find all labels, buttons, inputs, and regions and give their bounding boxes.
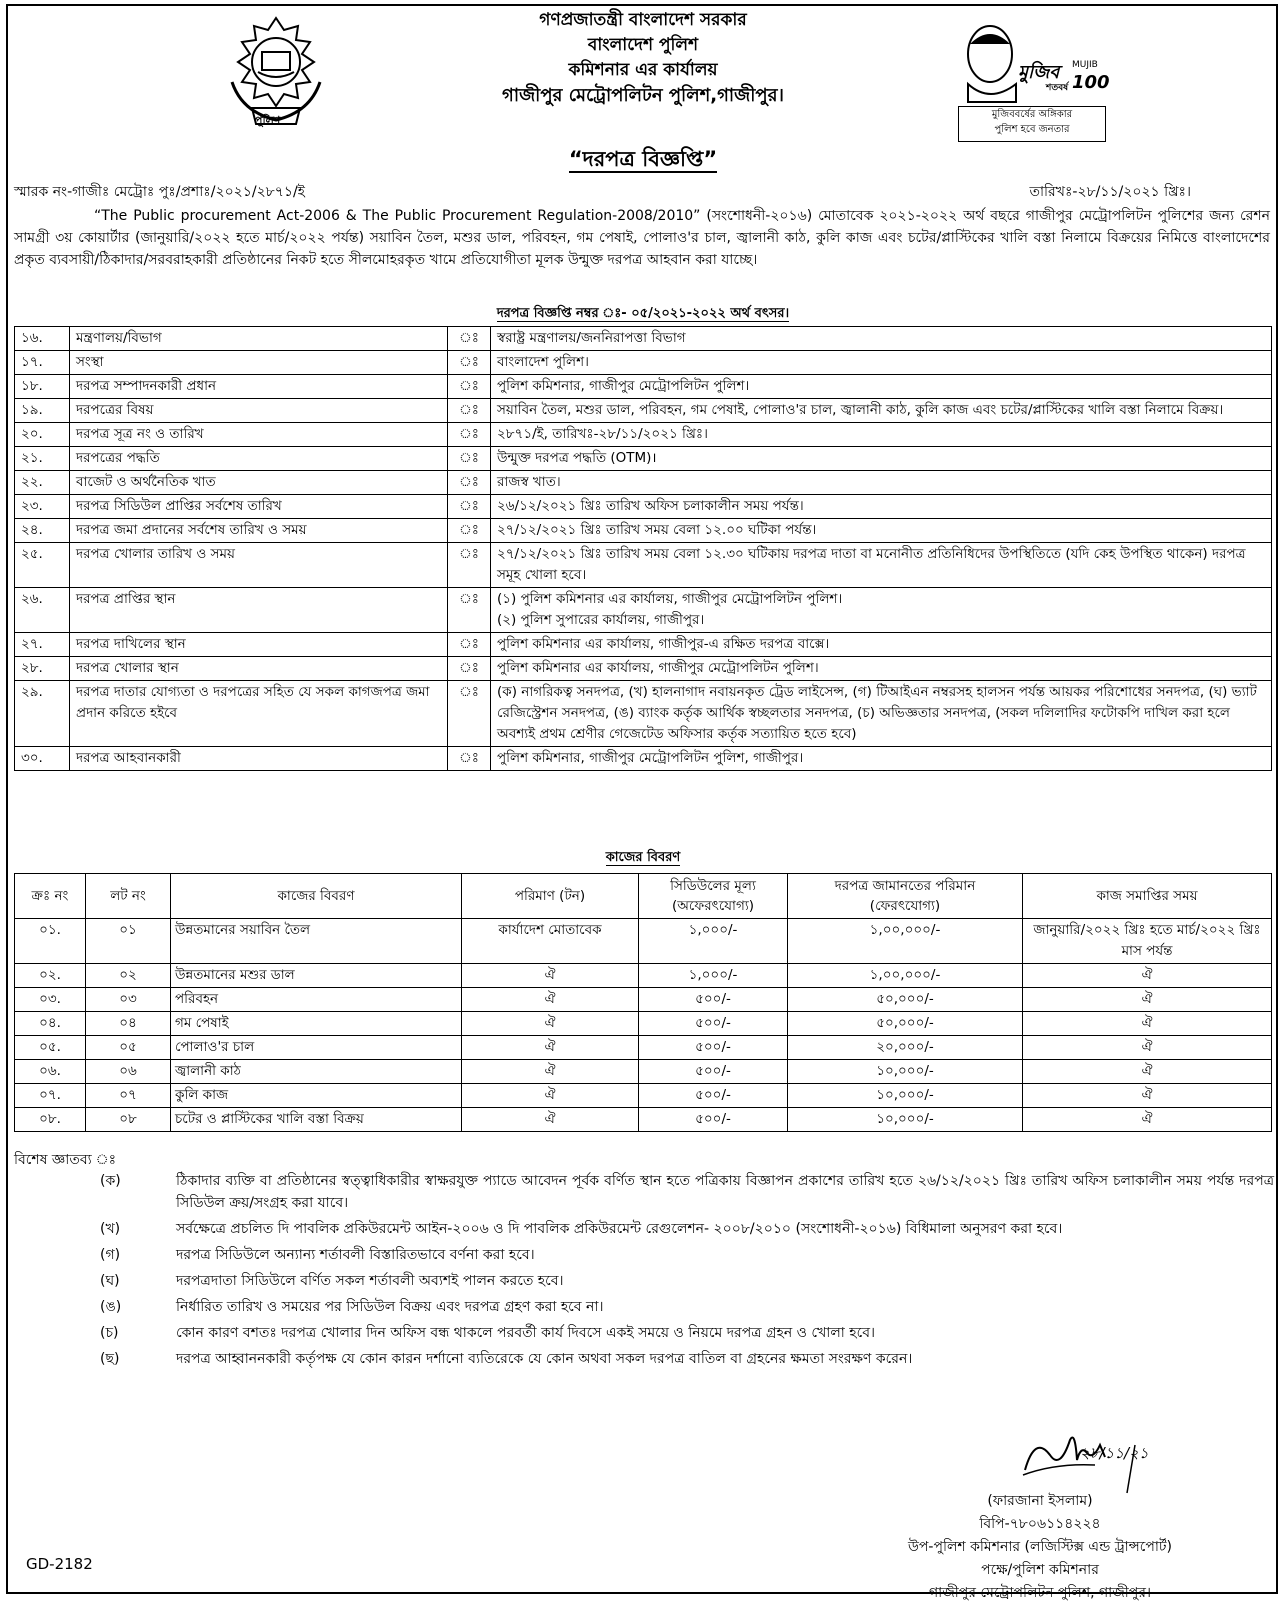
note-key: (খ) — [100, 1221, 121, 1237]
info-value — [491, 747, 1272, 771]
info-value — [491, 327, 1272, 351]
info-value-text: ২৭/১২/২০২১ খ্রিঃ তারিখ সময় বেলা ১২.০০ ঘটিকা পর্যন্ত। — [497, 522, 817, 538]
mujib-logo-text: মুজিব — [1018, 62, 1060, 83]
note-text: নির্ধারিত তারিখ ও সময়ের পর সিডিউল বিক্রয় এবং দরপত্র গ্রহণ করা হবে না। — [176, 1299, 604, 1315]
info-value — [491, 351, 1272, 375]
info-value-text: পুলিশ কমিশনার, গাজীপুর মেট্রোপলিটন পুলিশ। — [497, 378, 750, 394]
work-qty: ঐ — [462, 988, 639, 1012]
intro-paragraph: “The Public procurement Act-2006 & The Public Procurement Regulation-2008/2010” (সংশোধনী-২০১৬) মোতাবেক ২০২১-২০২২ অর্থ বছরে গাজীপুর মেট্রোপলিটন পুলিশের জন্য রেশন সামগ্রী ৩য় কোয়ার্টার (জানুয়ারি/২০২২ হতে মার্চ/২০২২ পর্যন্ত) সয়াবিন তৈল, মশুর ডাল, পরিবহন, গম পেষাই, পোলাও'র চাল, জ্বালানী কাঠ, কুলি কাজ এবং চটের/প্লাস্টিকের খালি বস্তা নিলামে বিক্রয়ের নিমিত্তে বাংলাদেশের প্রকৃত ব্যবসায়ী/ঠিকাদার/সরবরাহকারী প্রতিষ্ঠানের নিকট হতে সীলমোহরকৃত খামে প্রতিযোগীতা মূলক উন্মুক্ত দরপত্র আহবান করা যাচ্ছে। — [14, 208, 1270, 268]
info-value-text: পুলিশ কমিশনার এর কার্যালয়, গাজীপুর মেট্রোপলিটন পুলিশ। — [497, 660, 819, 676]
header-line-2: বাংলাদেশ পুলিশ — [587, 35, 699, 55]
info-colon: ঃ — [448, 471, 491, 495]
col-schedule-price — [639, 874, 788, 919]
work-price: ৫০০/- — [639, 988, 788, 1012]
col-schedule-price-label: সিডিউলের মূল্য — [670, 878, 756, 894]
header-line-3: কমিশনার এর কার্যালয় — [568, 60, 718, 80]
info-value-2: (২) পুলিশ সুপারের কার্যালয়, গাজীপুর। — [497, 612, 705, 628]
info-row — [15, 495, 1272, 519]
info-label: দরপত্র খোলার তারিখ ও সময় — [70, 543, 448, 588]
signatory-on-behalf: পক্ষে/পুলিশ কমিশনার — [981, 1562, 1099, 1578]
work-sl: ০৬. — [15, 1060, 86, 1084]
work-completion: ঐ — [1023, 1036, 1272, 1060]
info-row — [15, 543, 1272, 588]
note-key: (ঘ) — [100, 1273, 120, 1289]
info-value — [491, 447, 1272, 471]
info-value — [491, 375, 1272, 399]
note-key: (ক) — [100, 1173, 121, 1189]
info-label: দরপত্র দাতার যোগ্যতা ও দরপত্রের সহিত যে সকল কাগজপত্র জমা প্রদান করিতে হইবে — [70, 681, 448, 747]
info-value-text: সয়াবিন তৈল, মশুর ডাল, পরিবহন, গম পেষাই, পোলাও'র চাল, জ্বালানী কাঠ, কুলি কাজ এবং চটের/প্লাস্টিকের খালি বস্তা নিলামে বিক্রয়। — [497, 402, 1224, 418]
note-text: দরপত্র সিডিউলে অন্যান্য শর্তাবলী বিস্তারিতভাবে বর্ণনা করা হবে। — [176, 1247, 535, 1263]
emblem-label: পুলিশ — [255, 114, 281, 127]
info-value — [491, 471, 1272, 495]
info-row — [15, 423, 1272, 447]
work-lot: ০৬ — [86, 1060, 171, 1084]
work-sl: ০৪. — [15, 1012, 86, 1036]
work-lot: ০৩ — [86, 988, 171, 1012]
mujib-caption — [958, 106, 1106, 142]
note-key: (গ) — [100, 1247, 121, 1263]
info-num: ২১. — [15, 447, 70, 471]
info-value-text: (১) পুলিশ কমিশনার এর কার্যালয়, গাজীপুর মেট্রোপলিটন পুলিশ। — [497, 591, 843, 607]
info-label: দরপত্র প্রাপ্তির স্থান — [70, 588, 448, 633]
note-item — [14, 1296, 1274, 1318]
info-value — [491, 633, 1272, 657]
work-row — [15, 919, 1272, 964]
work-price: ৫০০/- — [639, 1108, 788, 1132]
info-num: ২৫. — [15, 543, 70, 588]
work-completion: ঐ — [1023, 1084, 1272, 1108]
work-qty: ঐ — [462, 1012, 639, 1036]
work-price: ৫০০/- — [639, 1036, 788, 1060]
info-label: দরপত্রের বিষয় — [70, 399, 448, 423]
work-security: ১০,০০০/- — [788, 1108, 1023, 1132]
tender-number-text: দরপত্র বিজ্ঞপ্তি নম্বর ঃ- ০৫/২০২১-২০২২ অর্থ বৎসর। — [496, 306, 790, 321]
info-num: ২২. — [15, 471, 70, 495]
info-value — [491, 681, 1272, 747]
work-desc: উন্নতমানের মশুর ডাল — [171, 964, 462, 988]
mujib-logo-sub: শতবর্ষ — [1046, 83, 1069, 93]
work-qty: ঐ — [462, 1060, 639, 1084]
work-title — [0, 848, 1286, 869]
info-colon: ঃ — [448, 399, 491, 423]
work-lot: ০৮ — [86, 1108, 171, 1132]
info-label: দরপত্র জমা প্রদানের সর্বশেষ তারিখ ও সময় — [70, 519, 448, 543]
work-lot: ০২ — [86, 964, 171, 988]
mujib-logo-100: 100 — [1072, 72, 1110, 93]
info-value — [491, 543, 1272, 588]
info-value-text: ২৭/১২/২০২১ খ্রিঃ তারিখ সময় বেলা ১২.৩০ ঘটিকায় দরপত্র দাতা বা মনোনীত প্রতিনিধিদের উপস্থিতিতে (যদি কেহ উপস্থিত থাকেন) দরপত্র সমূহ খোলা হবে। — [497, 546, 1246, 583]
info-colon: ঃ — [448, 327, 491, 351]
work-row — [15, 1012, 1272, 1036]
gd-code: GD-2182 — [26, 1555, 93, 1573]
work-table — [14, 873, 1272, 1132]
work-sl: ০৭. — [15, 1084, 86, 1108]
info-label: দরপত্র সম্পাদনকারী প্রধান — [70, 375, 448, 399]
info-label: দরপত্রের পদ্ধতি — [70, 447, 448, 471]
info-colon: ঃ — [448, 519, 491, 543]
work-desc: জ্বালানী কাঠ — [171, 1060, 462, 1084]
info-label: দরপত্র সূত্র নং ও তারিখ — [70, 423, 448, 447]
info-colon: ঃ — [448, 543, 491, 588]
col-security — [788, 874, 1023, 919]
signatory-bp: বিপি-৭৮০৬১১৪২২৪ — [979, 1516, 1101, 1532]
work-sl: ০৮. — [15, 1108, 86, 1132]
tender-info-table — [14, 326, 1272, 771]
info-row — [15, 633, 1272, 657]
signatory-designation: উপ-পুলিশ কমিশনার (লজিস্টিক্স এন্ড ট্রান্সপোর্ট) — [907, 1539, 1172, 1555]
info-value-text: ২৮৭১/ই, তারিখঃ-২৮/১১/২০২১ খ্রিঃ। — [497, 426, 708, 442]
work-sl: ০১. — [15, 919, 86, 964]
signature-block — [820, 1490, 1260, 1605]
info-num: ২০. — [15, 423, 70, 447]
info-num: ৩০. — [15, 747, 70, 771]
info-num: ১৭. — [15, 351, 70, 375]
info-row — [15, 657, 1272, 681]
work-table-header — [15, 874, 1272, 919]
work-price: ৫০০/- — [639, 1012, 788, 1036]
work-desc: কুলি কাজ — [171, 1084, 462, 1108]
work-qty: কার্যাদেশ মোতাবেক — [462, 919, 639, 964]
work-row — [15, 1036, 1272, 1060]
tender-number — [0, 304, 1286, 325]
info-value — [491, 657, 1272, 681]
work-price: ১,০০০/- — [639, 964, 788, 988]
info-colon: ঃ — [448, 681, 491, 747]
note-item — [14, 1170, 1274, 1214]
info-value — [491, 588, 1272, 633]
info-colon: ঃ — [448, 588, 491, 633]
col-lot: লট নং — [86, 874, 171, 919]
work-sl: ০৫. — [15, 1036, 86, 1060]
info-row — [15, 447, 1272, 471]
work-security: ২০,০০০/- — [788, 1036, 1023, 1060]
mujib-caption-line1: মুজিববর্ষের অঙ্গিকার — [991, 109, 1073, 120]
info-value-text: রাজস্ব খাত। — [497, 474, 561, 490]
signatory-office: গাজীপুর মেট্রোপলিটন পুলিশ, গাজীপুর। — [929, 1585, 1151, 1601]
info-colon: ঃ — [448, 423, 491, 447]
info-value — [491, 519, 1272, 543]
work-security: ১,০০,০০০/- — [788, 964, 1023, 988]
info-value-text: (ক) নাগরিকত্ব সনদপত্র, (খ) হালনাগাদ নবায়নকৃত ট্রেড লাইসেন্স, (গ) টিআইএন নম্বরসহ হালসন পর্যন্ত আয়কর পরিশোধের সনদপত্র, (ঘ) ভ্যাট রেজিস্ট্রেশন সনদপত্র, (ঙ) ব্যাংক কর্তৃক আর্থিক স্বচ্ছলতার সনদপত্র, (চ) অভিজ্ঞতার সনদপত্র, (সকল দলিলাদির ফটোকপি দাখিল করা হলে অবশ্যই প্রথম শ্রেণীর গেজেটেড অফিসার কর্তৃক সত্যায়িত হতে হবে) — [497, 684, 1257, 742]
note-key: (ঙ) — [100, 1299, 122, 1315]
info-value-text: ২৬/১২/২০২১ খ্রিঃ তারিখ অফিস চলাকালীন সময় পর্যন্ত। — [497, 498, 804, 514]
work-desc: চটের ও প্লাস্টিকের খালি বস্তা বিক্রয় — [171, 1108, 462, 1132]
work-security: ১০,০০০/- — [788, 1084, 1023, 1108]
notes-list — [14, 1170, 1274, 1374]
note-text: ঠিকাদার ব্যক্তি বা প্রতিষ্ঠানের স্বত্ত্বাধিকারীর স্বাক্ষরযুক্ত প্যাডে আবেদন পূর্বক বর্ণিত স্থান হতে পত্রিকায় বিজ্ঞাপন প্রকাশের তারিখ হতে ২৬/১২/২০২১ খ্রিঃ তারিখ অফিস চলাকালীন সময় পর্যন্ত দরপত্র সিডিউল ক্রয়/সংগ্রহ করা যাবে। — [176, 1173, 1274, 1211]
work-row — [15, 964, 1272, 988]
col-sl: ক্রঃ নং — [15, 874, 86, 919]
work-completion: ঐ — [1023, 964, 1272, 988]
info-row — [15, 747, 1272, 771]
info-colon: ঃ — [448, 375, 491, 399]
info-label: দরপত্র দাখিলের স্থান — [70, 633, 448, 657]
info-colon: ঃ — [448, 351, 491, 375]
signatory-name: (ফারজানা ইসলাম) — [987, 1493, 1093, 1509]
info-value-text: উন্মুক্ত দরপত্র পদ্ধতি (OTM)। — [497, 450, 657, 466]
work-qty: ঐ — [462, 1036, 639, 1060]
work-desc: পরিবহন — [171, 988, 462, 1012]
info-num: ১৮. — [15, 375, 70, 399]
info-num: ২৯. — [15, 681, 70, 747]
info-row — [15, 375, 1272, 399]
info-value — [491, 399, 1272, 423]
note-text: কোন কারণ বশতঃ দরপত্র খোলার দিন অফিস বন্ধ থাকলে পরবর্তী কার্য দিবসে একই সময়ে ও নিয়মে দরপত্র গ্রহন ও খোলা হবে। — [176, 1325, 876, 1341]
signature-date: ২৮/১১/২১ — [1080, 1444, 1149, 1462]
work-price: ৫০০/- — [639, 1084, 788, 1108]
work-security: ৫০,০০০/- — [788, 1012, 1023, 1036]
work-completion: ঐ — [1023, 988, 1272, 1012]
info-label: মন্ত্রণালয়/বিভাগ — [70, 327, 448, 351]
info-row — [15, 399, 1272, 423]
notice-title — [0, 143, 1286, 178]
work-desc: গম পেষাই — [171, 1012, 462, 1036]
note-key: (ছ) — [100, 1351, 120, 1367]
work-desc: পোলাও'র চাল — [171, 1036, 462, 1060]
work-sl: ০২. — [15, 964, 86, 988]
info-row — [15, 519, 1272, 543]
work-row — [15, 1084, 1272, 1108]
work-price: ৫০০/- — [639, 1060, 788, 1084]
letterhead — [0, 8, 1286, 108]
work-security: ১০,০০০/- — [788, 1060, 1023, 1084]
work-row — [15, 1060, 1272, 1084]
info-value-text: বাংলাদেশ পুলিশ। — [497, 354, 589, 370]
info-num: ১৯. — [15, 399, 70, 423]
work-row — [15, 988, 1272, 1012]
work-completion: জানুয়ারি/২০২২ খ্রিঃ হতে মার্চ/২০২২ খ্রিঃ মাস পর্যন্ত — [1023, 919, 1272, 964]
info-value — [491, 423, 1272, 447]
info-colon: ঃ — [448, 747, 491, 771]
notes-title: বিশেষ জ্ঞাতব্য ঃ — [14, 1152, 117, 1168]
work-price: ১,০০০/- — [639, 919, 788, 964]
work-security: ১,০০,০০০/- — [788, 919, 1023, 964]
info-num: ২৪. — [15, 519, 70, 543]
info-label: দরপত্র আহবানকারী — [70, 747, 448, 771]
info-value-text: পুলিশ কমিশনার এর কার্যালয়, গাজীপুর-এ রক্ষিত দরপত্র বাক্সে। — [497, 636, 830, 652]
work-desc: উন্নতমানের সয়াবিন তৈল — [171, 919, 462, 964]
work-security: ৫০,০০০/- — [788, 988, 1023, 1012]
work-lot: ০৭ — [86, 1084, 171, 1108]
info-value — [491, 495, 1272, 519]
work-qty: ঐ — [462, 1084, 639, 1108]
work-lot: ০৫ — [86, 1036, 171, 1060]
info-label: দরপত্র খোলার স্থান — [70, 657, 448, 681]
note-item — [14, 1244, 1274, 1266]
memo-reference: স্মারক নং-গাজীঃ মেট্রোঃ পুঃ/প্রশাঃ/২০২১/২৮৭১/ই — [14, 184, 305, 200]
col-completion: কাজ সমাপ্তির সময় — [1023, 874, 1272, 919]
info-value-text: পুলিশ কমিশনার, গাজীপুর মেট্রোপলিটন পুলিশ, গাজীপুর। — [497, 750, 804, 766]
memo-date: তারিখঃ-২৮/১১/২০২১ খ্রিঃ। — [1029, 184, 1191, 200]
info-num: ১৬. — [15, 327, 70, 351]
info-row — [15, 327, 1272, 351]
col-security-label: দরপত্র জামানতের পরিমান — [834, 878, 976, 894]
work-row — [15, 1108, 1272, 1132]
info-colon: ঃ — [448, 447, 491, 471]
note-item — [14, 1270, 1274, 1292]
col-security-note: (ফেরৎযোগ্য) — [869, 898, 941, 914]
info-row — [15, 351, 1272, 375]
info-num: ২৩. — [15, 495, 70, 519]
notice-title-text: “দরপত্র বিজ্ঞপ্তি” — [568, 147, 718, 171]
work-title-text: কাজের বিবরণ — [605, 850, 681, 865]
info-label: বাজেট ও অর্থনৈতিক খাত — [70, 471, 448, 495]
col-qty: পরিমাণ (টন) — [462, 874, 639, 919]
note-item — [14, 1218, 1274, 1240]
info-label: দরপত্র সিডিউল প্রাপ্তির সর্বশেষ তারিখ — [70, 495, 448, 519]
work-completion: ঐ — [1023, 1012, 1272, 1036]
note-text: সর্বক্ষেত্রে প্রচলিত দি পাবলিক প্রকিউরমেন্ট আইন-২০০৬ ও দি পাবলিক প্রকিউরমেন্ট রেগুলেশন- ২০০৮/২০১০ (সংশোধনী-২০১৬) বিধিমালা অনুসরণ করা হবে। — [176, 1221, 1063, 1237]
work-completion: ঐ — [1023, 1060, 1272, 1084]
col-desc: কাজের বিবরণ — [171, 874, 462, 919]
header-line-4: গাজীপুর মেট্রোপলিটন পুলিশ,গাজীপুর। — [502, 85, 784, 106]
work-qty: ঐ — [462, 964, 639, 988]
header-line-1: গণপ্রজাতন্ত্রী বাংলাদেশ সরকার — [539, 10, 747, 30]
work-qty: ঐ — [462, 1108, 639, 1132]
info-colon: ঃ — [448, 495, 491, 519]
note-item — [14, 1322, 1274, 1344]
info-num: ২৬. — [15, 588, 70, 633]
note-item — [14, 1348, 1274, 1370]
work-lot: ০১ — [86, 919, 171, 964]
work-lot: ০৪ — [86, 1012, 171, 1036]
work-completion: ঐ — [1023, 1108, 1272, 1132]
info-colon: ঃ — [448, 633, 491, 657]
note-text: দরপত্রদাতা সিডিউলে বর্ণিত সকল শর্তাবলী অব্যশই পালন করতে হবে। — [176, 1273, 564, 1289]
note-text: দরপত্র আহ্বাননকারী কর্তৃপক্ষ যে কোন কারন দর্শানো ব্যতিরেকে যে কোন অথবা সকল দরপত্র বাতিল বা গ্রহনের ক্ষমতা সংরক্ষণ করেন। — [176, 1351, 913, 1367]
mujib-caption-line2: পুলিশ হবে জনতার — [994, 124, 1070, 135]
info-row — [15, 588, 1272, 633]
info-num: ২৮. — [15, 657, 70, 681]
mujib-logo-en: MUJIB — [1072, 60, 1098, 70]
info-num: ২৭. — [15, 633, 70, 657]
info-colon: ঃ — [448, 657, 491, 681]
work-sl: ০৩. — [15, 988, 86, 1012]
info-label: সংস্থা — [70, 351, 448, 375]
info-row — [15, 471, 1272, 495]
info-row — [15, 681, 1272, 747]
info-value-text: স্বরাষ্ট্র মন্ত্রণালয়/জননিরাপত্তা বিভাগ — [497, 330, 686, 346]
col-schedule-price-note: (অফেরৎযোগ্য) — [671, 898, 755, 914]
note-key: (চ) — [100, 1325, 119, 1341]
